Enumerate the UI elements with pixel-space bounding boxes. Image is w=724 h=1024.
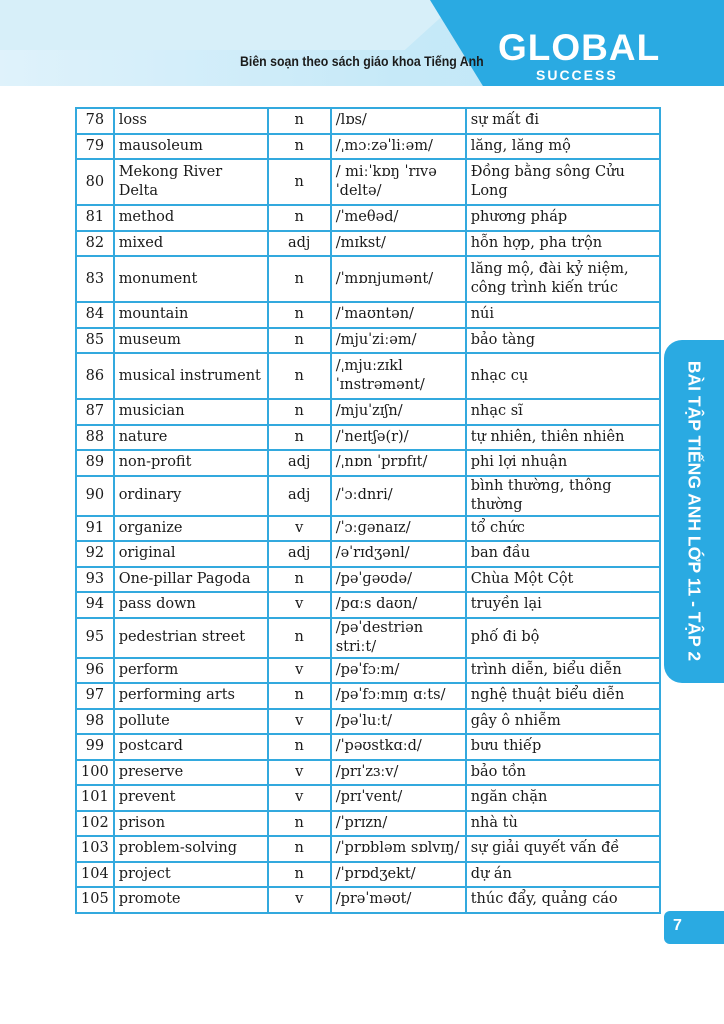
entry-ipa: /mjuˈziːəm/ [331,328,466,354]
entry-number: 99 [76,734,114,760]
entry-number: 105 [76,887,114,913]
entry-meaning: phố đi bộ [466,618,660,658]
entry-ipa: /ˈprɒdʒekt/ [331,862,466,888]
entry-pos: n [268,425,331,451]
entry-meaning: sự giải quyết vấn đề [466,836,660,862]
entry-word: Mekong River Delta [114,159,268,205]
entry-number: 78 [76,108,114,134]
entry-number: 79 [76,134,114,160]
entry-ipa: /ˈprɪzn/ [331,811,466,837]
entry-pos: n [268,256,331,302]
entry-pos: n [268,862,331,888]
entry-number: 102 [76,811,114,837]
table-row [76,328,660,354]
entry-ipa: /ˌmɔːzəˈliːəm/ [331,134,466,160]
entry-pos: n [268,567,331,593]
entry-ipa: /prɪˈzɜːv/ [331,760,466,786]
entry-word: museum [114,328,268,354]
entry-word: mountain [114,302,268,328]
table-row [76,760,660,786]
entry-pos: adj [268,450,331,476]
entry-word: original [114,541,268,567]
table-row [76,399,660,425]
table-row [76,302,660,328]
entry-word: non-profit [114,450,268,476]
vocabulary-table [75,107,661,914]
entry-number: 94 [76,592,114,618]
entry-number: 87 [76,399,114,425]
entry-number: 89 [76,450,114,476]
table-row [76,108,660,134]
entry-pos: n [268,811,331,837]
entry-ipa: /prɪˈvent/ [331,785,466,811]
entry-pos: n [268,159,331,205]
table-row [76,476,660,516]
table-row [76,541,660,567]
table-row [76,256,660,302]
entry-meaning: trình diễn, biểu diễn [466,658,660,684]
entry-meaning: nghệ thuật biểu diễn [466,683,660,709]
entry-number: 83 [76,256,114,302]
entry-pos: n [268,134,331,160]
entry-meaning: tự nhiên, thiên nhiên [466,425,660,451]
entry-pos: v [268,760,331,786]
entry-meaning: bảo tàng [466,328,660,354]
entry-ipa: /pəˈluːt/ [331,709,466,735]
entry-pos: n [268,399,331,425]
entry-pos: v [268,592,331,618]
table-row [76,618,660,658]
entry-pos: n [268,328,331,354]
entry-meaning: Đồng bằng sông Cửu Long [466,159,660,205]
header-light-stripe [0,0,460,50]
entry-meaning: tổ chức [466,516,660,542]
entry-ipa: /ˈɔːɡənaɪz/ [331,516,466,542]
entry-meaning: sự mất đi [466,108,660,134]
entry-pos: adj [268,541,331,567]
entry-number: 100 [76,760,114,786]
entry-number: 101 [76,785,114,811]
entry-pos: v [268,709,331,735]
entry-pos: v [268,785,331,811]
table-row [76,683,660,709]
table-row [76,887,660,913]
entry-ipa: /ˈmɒnjumənt/ [331,256,466,302]
table-row [76,785,660,811]
entry-number: 85 [76,328,114,354]
entry-meaning: gây ô nhiễm [466,709,660,735]
entry-ipa: /ˌnɒn ˈprɒfɪt/ [331,450,466,476]
entry-word: organize [114,516,268,542]
entry-word: pedestrian street [114,618,268,658]
entry-ipa: /mɪkst/ [331,231,466,257]
entry-pos: adj [268,476,331,516]
entry-number: 93 [76,567,114,593]
entry-pos: n [268,683,331,709]
table-row [76,134,660,160]
entry-word: loss [114,108,268,134]
table-row [76,811,660,837]
entry-word: monument [114,256,268,302]
entry-meaning: nhạc sĩ [466,399,660,425]
vocabulary-table-body [76,108,660,913]
entry-word: musical instrument [114,353,268,399]
entry-pos: n [268,108,331,134]
entry-ipa: /ˈpəʊstkɑːd/ [331,734,466,760]
entry-number: 104 [76,862,114,888]
brand-logo-text: GLOBAL [498,27,661,68]
entry-meaning: phương pháp [466,205,660,231]
entry-word: preserve [114,760,268,786]
entry-ipa: / miːˈkɒŋ ˈrɪvə ˈdeltə/ [331,159,466,205]
entry-meaning: lăng, lăng mộ [466,134,660,160]
entry-meaning: dự án [466,862,660,888]
entry-pos: n [268,353,331,399]
table-row [76,205,660,231]
entry-number: 103 [76,836,114,862]
entry-word: method [114,205,268,231]
entry-ipa: /ˈneɪtʃə(r)/ [331,425,466,451]
entry-pos: v [268,516,331,542]
entry-pos: n [268,302,331,328]
entry-pos: adj [268,231,331,257]
page-number: 7 [673,917,682,934]
entry-number: 84 [76,302,114,328]
entry-meaning: phi lợi nhuận [466,450,660,476]
entry-word: promote [114,887,268,913]
entry-meaning: ban đầu [466,541,660,567]
entry-pos: v [268,887,331,913]
entry-word: performing arts [114,683,268,709]
table-row [76,450,660,476]
entry-pos: n [268,205,331,231]
table-row [76,425,660,451]
table-row [76,231,660,257]
entry-ipa: /pəˈfɔːmɪŋ ɑːts/ [331,683,466,709]
entry-word: prevent [114,785,268,811]
table-row [76,159,660,205]
table-row [76,709,660,735]
table-row [76,658,660,684]
entry-number: 88 [76,425,114,451]
entry-ipa: /mjuˈzɪʃn/ [331,399,466,425]
entry-number: 82 [76,231,114,257]
entry-number: 90 [76,476,114,516]
table-row [76,734,660,760]
entry-number: 98 [76,709,114,735]
entry-number: 80 [76,159,114,205]
entry-meaning: bảo tồn [466,760,660,786]
entry-word: mausoleum [114,134,268,160]
entry-pos: v [268,658,331,684]
entry-word: musician [114,399,268,425]
entry-word: pass down [114,592,268,618]
entry-word: problem-solving [114,836,268,862]
side-tab-label: BÀI TẬP TIẾNG ANH LỚP 11 - TẬP 2 [684,360,705,662]
entry-meaning: truyền lại [466,592,660,618]
entry-word: nature [114,425,268,451]
table-row [76,516,660,542]
entry-number: 92 [76,541,114,567]
entry-ipa: /ˌmjuːzɪkl ˈɪnstrəmənt/ [331,353,466,399]
entry-word: prison [114,811,268,837]
entry-meaning: bưu thiếp [466,734,660,760]
entry-meaning: nhà tù [466,811,660,837]
entry-word: perform [114,658,268,684]
entry-ipa: /ˈmeθəd/ [331,205,466,231]
entry-ipa: /pɑːs daʊn/ [331,592,466,618]
entry-ipa: /pəˈdestriən striːt/ [331,618,466,658]
entry-number: 95 [76,618,114,658]
table-row [76,862,660,888]
entry-meaning: nhạc cụ [466,353,660,399]
entry-number: 91 [76,516,114,542]
entry-word: One-pillar Pagoda [114,567,268,593]
table-row [76,567,660,593]
entry-number: 81 [76,205,114,231]
entry-pos: n [268,836,331,862]
entry-word: mixed [114,231,268,257]
entry-meaning: núi [466,302,660,328]
entry-word: pollute [114,709,268,735]
entry-meaning: thúc đẩy, quảng cáo [466,887,660,913]
entry-number: 86 [76,353,114,399]
entry-word: postcard [114,734,268,760]
entry-word: project [114,862,268,888]
table-row [76,592,660,618]
table-row [76,836,660,862]
brand-logo-subtext: SUCCESS [536,67,618,83]
entry-ipa: /pəˈfɔːm/ [331,658,466,684]
entry-pos: n [268,734,331,760]
entry-meaning: bình thường, thông thường [466,476,660,516]
entry-number: 96 [76,658,114,684]
table-row [76,353,660,399]
entry-ipa: /lɒs/ [331,108,466,134]
entry-ipa: /ˈmaʊntən/ [331,302,466,328]
entry-number: 97 [76,683,114,709]
entry-meaning: Chùa Một Cột [466,567,660,593]
entry-meaning: ngăn chặn [466,785,660,811]
header-subtitle: Biên soạn theo sách giáo khoa Tiếng Anh [240,53,484,69]
entry-ipa: /ˈɔːdnri/ [331,476,466,516]
entry-ipa: /prəˈməʊt/ [331,887,466,913]
entry-ipa: /əˈrɪdʒənl/ [331,541,466,567]
entry-meaning: hỗn hợp, pha trộn [466,231,660,257]
entry-ipa: /pəˈɡəʊdə/ [331,567,466,593]
entry-word: ordinary [114,476,268,516]
entry-ipa: /ˈprɒbləm sɒlvɪŋ/ [331,836,466,862]
entry-meaning: lăng mộ, đài kỷ niệm, công trình kiến trúc [466,256,660,302]
entry-pos: n [268,618,331,658]
